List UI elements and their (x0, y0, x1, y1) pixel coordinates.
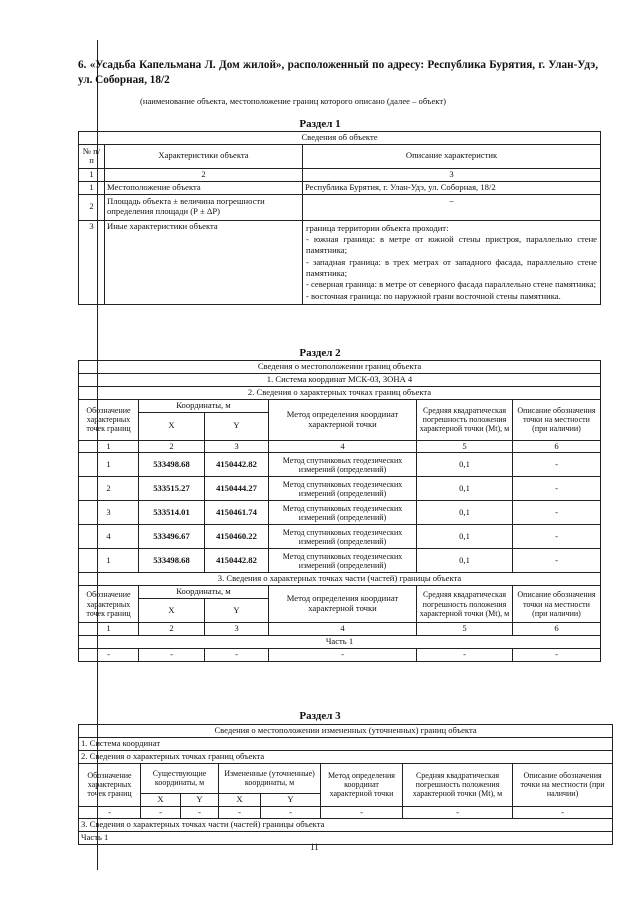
col-header-y: Y (205, 412, 269, 440)
col-header: Описание обозначения точки на местности (при наличии) (513, 586, 601, 623)
col-header-x: X (139, 412, 205, 440)
table-row: 2 533515.27 4150444.27 Метод спутниковых геодезических измерений (определений) 0,1 - (79, 477, 601, 501)
heading-caption: (наименование объекта, местоположение границ которого описано (далее – объект) (140, 96, 446, 106)
section1-title: Раздел 1 (299, 118, 341, 130)
table-row: 1 533498.68 4150442.82 Метод спутниковых геодезических измерений (определений) 0,1 - (79, 453, 601, 477)
part-points-title: 3. Сведения о характерных точках части (частей) границы объекта (79, 819, 613, 832)
col-header: Существующие координаты, м (141, 763, 219, 793)
col-header: Метод определения координат характерной точки (321, 763, 403, 806)
part-points-title: 3. Сведения о характерных точках части (частей) границы объекта (79, 573, 601, 586)
col-header: Средняя квадратическая погрешность положения характерной точки (Mt), м (417, 586, 513, 623)
col-header: Описание обозначения точки на местности (при наличии) (513, 763, 613, 806)
col-num: 1 (79, 168, 105, 181)
section3-title: Раздел 3 (299, 710, 341, 722)
col-header: Обозначение характерных точек границ (79, 763, 141, 806)
coord-system: 1. Система координат МСК-03, ЗОНА 4 (79, 373, 601, 386)
col-header: Описание характеристик (303, 144, 601, 168)
col-num: 4 (269, 440, 417, 453)
table-row: 1 533498.68 4150442.82 Метод спутниковых геодезических измерений (определений) 0,1 - (79, 549, 601, 573)
table-row: 3 533514.01 4150461.74 Метод спутниковых геодезических измерений (определений) 0,1 - (79, 501, 601, 525)
points-title: 2. Сведения о характерных точках границ объекта (79, 750, 613, 763)
page-number: 11 (310, 842, 319, 852)
coord-system: 1. Система координат (79, 737, 613, 750)
table-row: 1 Местоположение объекта Республика Бурятия, г. Улан-Удэ, ул. Соборная, 18/2 (79, 181, 601, 194)
col-header-x: X (139, 599, 205, 623)
col-num: 3 (205, 440, 269, 453)
col-header: Описание обозначения точки на местности (при наличии) (513, 399, 601, 440)
table-row: - - - - - - - - (79, 806, 613, 819)
table-row: 3 Иные характеристики объекта граница территории объекта проходит: - южная граница: в метре от южной стены пристроя, параллельно стене памятника; - западная граница: в трех метрах от западного фасада, параллельно стене памятника; - северная граница: в метре от северного фасада параллельно стене памятника; - восточная граница: по наружной грани восточной стены памятника. (79, 220, 601, 304)
col-num: 6 (513, 440, 601, 453)
heading-text: «Усадьба Капельмана Л. Дом жилой», расположенный по адресу: Республика Бурятия, г. Улан-Удэ, ул. Соборная, 18/2 (78, 59, 598, 87)
col-header: Характеристики объекта (105, 144, 303, 168)
part-label: Часть 1 (79, 636, 601, 649)
col-header-y: Y (205, 599, 269, 623)
col-header: Метод определения координат характерной точки (269, 399, 417, 440)
document-heading: 6. «Усадьба Капельмана Л. Дом жилой», расположенный по адресу: Республика Бурятия, г. Улан-Удэ, ул. Соборная, 18/2 (78, 59, 598, 87)
section2-table: Сведения о местоположении границ объекта 1. Система координат МСК-03, ЗОНА 4 2. Сведения о характерных точках границ объекта Обозначение характерных точек границ Координаты, м Метод определения координат характерной точки Средняя квадратическая погрешность положения характерной точки (Mt), м Описание обозначения точки на местности (при наличии) X Y 1 2 3 4 5 6 1 533498.68 4150442.82 Метод спутниковых геодезических измерений (определений) 0,1 - 2 533515.27 4150444.27 Метод спутниковых геодезических измерений (определений) 0,1 - 3 533514.01 4150461.74 Метод спутниковых геодезических измерений (определений) 0,1 - 4 533496.67 4150460.22 Метод спутниковых геодезических измерений (определений) 0,1 - 1 533498.68 4150442.82 Метод спутниковых геодезических измерений (определений) 0,1 - 3. Сведения о характерных точках части (частей) границы объекта Обозначение характерных точек границ Координаты, м Метод определения координат характерной точки Средняя квадратическая погрешность положения характерной точки (Mt), м Описание обозначения точки на местности (при наличии) X Y 1 2 3 4 5 6 Часть 1 - - - - - - (78, 360, 601, 662)
col-num: 3 (303, 168, 601, 181)
col-header: Метод определения координат характерной точки (269, 586, 417, 623)
table-row: 2 Площадь объекта ± величина погрешности определения площади (Р ± ΔР) – (79, 194, 601, 220)
col-header: Обозначение характерных точек границ (79, 586, 139, 623)
section2-title: Раздел 2 (299, 347, 341, 359)
col-num: 2 (105, 168, 303, 181)
section1-table (78, 131, 601, 305)
section3-row-title: Сведения о местоположении измененных (уточненных) границ объекта (79, 725, 613, 738)
table-row: 4 533496.67 4150460.22 Метод спутниковых геодезических измерений (определений) 0,1 - (79, 525, 601, 549)
table-title: Сведения об объекте (79, 132, 601, 145)
section2-row-title: Сведения о местоположении границ объекта (79, 361, 601, 374)
col-header: Средняя квадратическая погрешность положения характерной точки (Mt), м (403, 763, 513, 806)
points-title: 2. Сведения о характерных точках границ объекта (79, 386, 601, 399)
col-header: Обозначение характерных точек границ (79, 399, 139, 440)
part-label: Часть 1 (79, 832, 613, 845)
boundary-description: граница территории объекта проходит: - южная граница: в метре от южной стены пристроя, параллельно стене памятника; - западная граница: в трех метрах от западного фасада, параллельно стене памятника; - северная граница: в метре от северного фасада параллельно стене памятника; - восточная граница: по наружной грани восточной стены памятника. (303, 220, 601, 304)
col-header: № п/п (79, 144, 105, 168)
col-header: Координаты, м (139, 399, 269, 412)
col-header: Координаты, м (139, 586, 269, 599)
col-num: 5 (417, 440, 513, 453)
col-header: Измененные (уточненные) координаты, м (219, 763, 321, 793)
table-row: - - - - - - (79, 648, 601, 661)
col-num: 1 (79, 440, 139, 453)
col-header: Средняя квадратическая погрешность положения характерной точки (Mt), м (417, 399, 513, 440)
section3-table: Сведения о местоположении измененных (уточненных) границ объекта 1. Система координат 2. Сведения о характерных точках границ объекта Обозначение характерных точек границ Существующие координаты, м Измененные (уточненные) координаты, м Метод определения координат характерной точки Средняя квадратическая погрешность положения характерной точки (Mt), м Описание обозначения точки на местности (при наличии) X Y X Y - - - - - - - - 3. Сведения о характерных точках части (частей) границы объекта Часть 1 (78, 724, 613, 845)
col-num: 2 (139, 440, 205, 453)
